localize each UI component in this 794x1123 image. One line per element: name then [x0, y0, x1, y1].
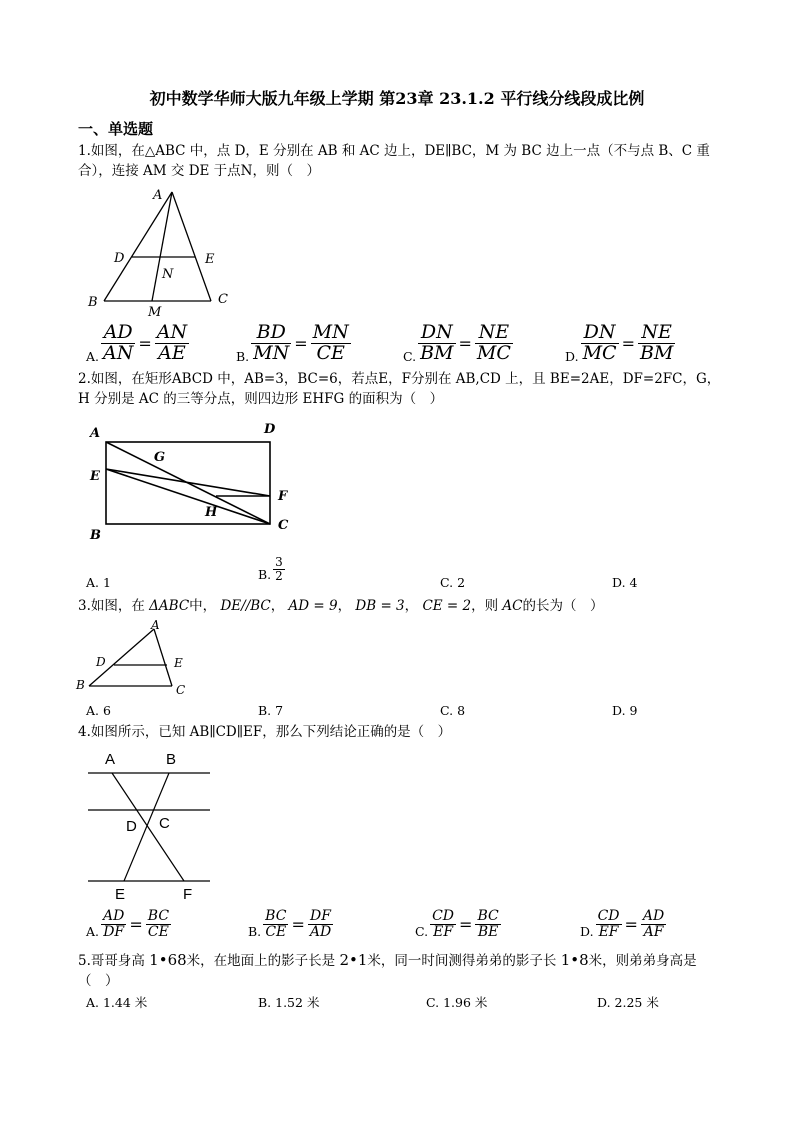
q3-option-d[interactable]: D. 9 [612, 703, 638, 718]
question-3-figure [74, 617, 194, 699]
q1-label-a: A [153, 188, 163, 203]
q3-label-a: A [151, 618, 160, 632]
question-1-text: 1.如图，在△ABC 中，点 D，E 分别在 AB 和 AC 边上，DE∥BC，M 为 BC 边上一点（不与点 B、C 重合），连接 AM 交 DE 于点N，则（ ） [78, 143, 710, 179]
q4-label-d: D [126, 818, 137, 835]
question-2-figure [84, 418, 294, 548]
question-4-figure [80, 744, 220, 906]
q2-label-d: D [264, 422, 276, 437]
q3-label-b: B [76, 678, 85, 692]
section-heading: 一、单选题 [78, 120, 154, 138]
q4-label-f: F [183, 886, 193, 903]
q4-label-a: A [105, 751, 116, 768]
q1-label-n: N [162, 267, 174, 282]
question-5-text: 5.哥哥身高 1•68米，在地面上的影子长是 2•1米，同一时间测得弟弟的影子长 1•8米，则弟弟身高是（ ） [78, 951, 697, 989]
q2-label-h: H [205, 505, 218, 520]
q1-option-d[interactable]: D. $\frac{DN}{MC}$ = $\frac{NE}{BM}$ [565, 321, 674, 364]
q4-label-b: B [166, 751, 177, 768]
q3-label-e: E [174, 656, 183, 670]
q5-option-c[interactable]: C. 1.96 米 [426, 995, 488, 1010]
question-3-text: 3.如图，在 ΔABC中， DE//BC， AD = 9， DB = 3， CE = 2，则 AC的长为（ ） [78, 598, 604, 614]
q1-option-b[interactable]: B. $\frac{BD}{MN}$ = $\frac{MN}{CE}$ [236, 321, 349, 364]
q1-label-c: C [218, 292, 228, 307]
q3-option-b[interactable]: B. 7 [258, 703, 284, 718]
q3-label-d: D [96, 655, 106, 669]
q5-option-b[interactable]: B. 1.52 米 [258, 995, 320, 1010]
q2-label-e: E [90, 469, 100, 484]
q4-option-a[interactable]: A. $\frac{AD}{DF}$ = $\frac{BC}{CE}$ [86, 908, 170, 940]
question-4-text: 4.如图所示，已知 AB∥CD∥EF，那么下列结论正确的是（ ） [78, 724, 452, 740]
q1-label-d: D [114, 251, 125, 266]
q2-option-b[interactable]: B. $\frac{3}{2}$ [258, 555, 283, 583]
q4-option-c[interactable]: C. $\frac{CD}{EF}$ = $\frac{BC}{BE}$ [415, 908, 499, 940]
q1-option-c[interactable]: C. $\frac{DN}{BM}$ = $\frac{NE}{MC}$ [403, 321, 511, 364]
q2-label-c: C [278, 518, 289, 533]
q1-label-m: M [148, 305, 162, 319]
q2-label-g: G [154, 450, 166, 465]
question-1-figure [80, 184, 240, 319]
q2-label-f: F [278, 489, 288, 504]
q4-label-c: C [159, 815, 170, 832]
q4-option-d[interactable]: D. $\frac{CD}{EF}$ = $\frac{AD}{AF}$ [580, 908, 665, 940]
q2-option-c[interactable]: C. 2 [440, 575, 466, 590]
page-title: 初中数学华师大版九年级上学期 第23章 23.1.2 平行线分线段成比例 [149, 89, 645, 108]
q4-label-e: E [115, 886, 126, 903]
q5-option-a[interactable]: A. 1.44 米 [86, 995, 148, 1010]
q2-option-a[interactable]: A. 1 [86, 575, 111, 590]
q3-option-a[interactable]: A. 6 [86, 703, 111, 718]
q3-label-c: C [176, 683, 186, 697]
q2-option-d[interactable]: D. 4 [612, 575, 638, 590]
q2-label-a: A [90, 426, 101, 441]
q1-label-e: E [205, 252, 215, 267]
question-2-text: 2.如图，在矩形ABCD 中，AB=3，BC=6，若点E，F分别在 AB,CD 上，且 BE=2AE，DF=2FC，G，H 分别是 AC 的三等分点，则四边形 EHFG 的面积为（ ） [78, 371, 721, 407]
q2-label-b: B [90, 528, 101, 543]
q5-option-d[interactable]: D. 2.25 米 [597, 995, 659, 1010]
q1-option-a[interactable]: A. $\frac{AD}{AN}$ = $\frac{AN}{AE}$ [86, 321, 188, 364]
q3-option-c[interactable]: C. 8 [440, 703, 466, 718]
q1-label-b: B [88, 295, 98, 310]
q4-option-b[interactable]: B. $\frac{BC}{CE}$ = $\frac{DF}{AD}$ [248, 908, 332, 940]
